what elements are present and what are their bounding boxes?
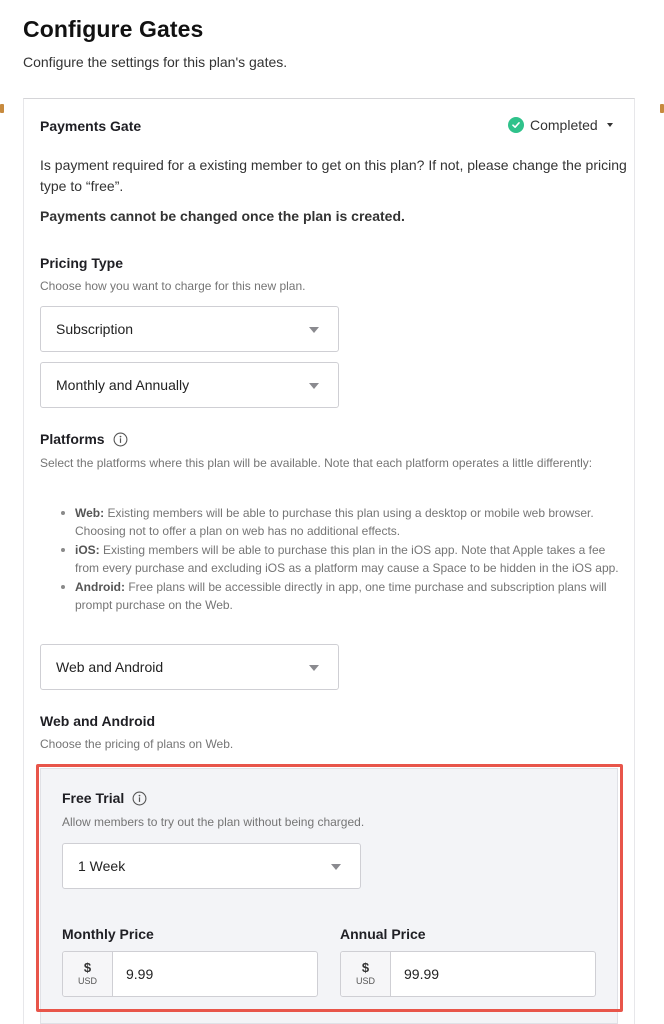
left-edge-marker (0, 104, 4, 113)
caret-down-icon (309, 665, 319, 671)
web-android-title-text: Web and Android (40, 713, 156, 729)
bullet-name: Android: (75, 580, 125, 594)
pricing-type-help: Choose how you want to charge for this new plan. (40, 279, 306, 293)
annual-price-input[interactable]: 99.99 (404, 966, 440, 982)
free-trial-help: Allow members to try out the plan without being charged. (62, 815, 365, 829)
page-title: Configure Gates (23, 16, 204, 42)
list-item (54, 578, 620, 614)
web-android-title (40, 713, 155, 729)
monthly-price-input[interactable]: 9.99 (126, 966, 154, 982)
free-trial-title-text: Free Trial (62, 790, 125, 806)
currency-symbol: $ (361, 960, 370, 975)
platforms-help: Select the platforms where this plan will be available. Note that each platform operates a little differently: (40, 456, 593, 470)
pricing-type-title (40, 255, 123, 271)
billing-interval-value: Monthly and Annually (56, 377, 190, 393)
caret-down-icon (607, 123, 613, 127)
status-label: Completed (530, 117, 598, 133)
list-item (54, 541, 620, 577)
free-trial-value: 1 Week (78, 858, 126, 874)
page-subtitle: Configure the settings for this plan's gates. (23, 54, 288, 70)
bullet-name: Web: (75, 506, 105, 520)
currency-code: USD (77, 976, 97, 986)
status-dropdown[interactable] (508, 117, 613, 133)
gate-title: Payments Gate (40, 118, 142, 134)
platforms-value: Web and Android (56, 659, 164, 675)
web-android-help: Choose the pricing of plans on Web. (40, 737, 234, 751)
caret-down-icon (309, 327, 319, 333)
right-edge-marker (660, 104, 664, 113)
check-circle-icon (508, 117, 524, 133)
gate-notice: Payments cannot be changed once the plan is created. (40, 208, 405, 224)
currency-code: USD (355, 976, 375, 986)
bullet-text: Free plans will be accessible directly in app, one time purchase and subscription plans will prompt purchase on the Web. (75, 580, 607, 612)
pricing-type-select[interactable] (40, 306, 339, 352)
platforms-select[interactable] (40, 644, 339, 690)
currency-symbol: $ (83, 960, 92, 975)
caret-down-icon (309, 383, 319, 389)
platforms-title-text: Platforms (40, 431, 105, 447)
bullet-text: Existing members will be able to purchase this plan in the iOS app. Note that Apple takes a fee from every purchase and excluding iOS as a platform may cause a Space to be hidden in the iOS app. (75, 543, 619, 575)
list-item (54, 504, 620, 540)
pricing-type-value: Subscription (56, 321, 134, 337)
platforms-list (54, 504, 620, 615)
bullet-text: Existing members will be able to purchase this plan using a desktop or mobile web browser. Choosing not to offer a plan on web has no additional effects. (75, 506, 594, 538)
info-icon[interactable] (113, 432, 128, 447)
monthly-price-label: Monthly Price (62, 926, 154, 942)
billing-interval-select[interactable] (40, 362, 339, 408)
annual-price-label: Annual Price (340, 926, 426, 942)
platforms-title (40, 431, 128, 447)
pricing-type-title-text: Pricing Type (40, 255, 123, 271)
gate-intro: Is payment required for a existing member to get on this plan? If not, please change the pricing type to “free”. (40, 157, 627, 194)
highlight-outline (36, 764, 623, 1012)
bullet-name: iOS: (75, 543, 100, 557)
